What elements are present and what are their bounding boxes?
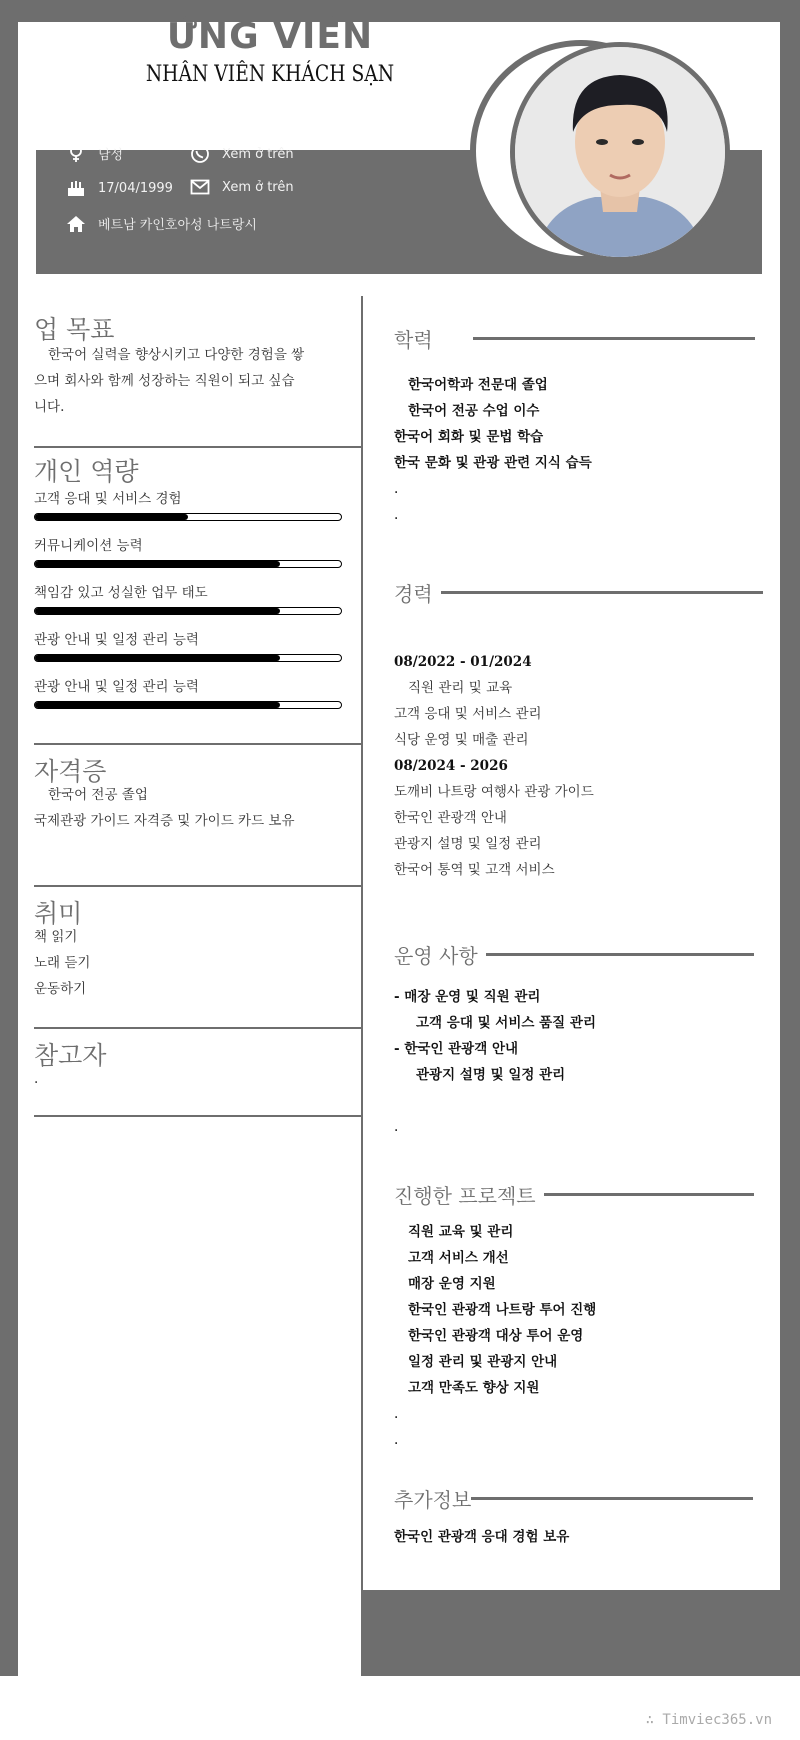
section-divider	[34, 743, 362, 745]
skill-fill	[35, 514, 188, 520]
operations-title-text: 운영 사항	[394, 944, 478, 968]
additional-title-text: 추가정보	[394, 1488, 472, 1512]
cv-title: ỨNG VIÊN	[166, 16, 374, 57]
phone-value: Xem ở trên	[222, 146, 294, 162]
birthday-value: 17/04/1999	[98, 180, 173, 196]
education-title-text: 학력	[394, 328, 433, 352]
title-rule	[441, 591, 763, 594]
section-divider	[34, 446, 362, 448]
title-rule	[473, 337, 755, 340]
skill-bar	[34, 513, 342, 521]
section-divider	[34, 1027, 362, 1029]
title-rule	[486, 953, 754, 956]
bottom-band	[362, 1590, 780, 1676]
whatsapp-icon	[188, 144, 212, 164]
column-divider	[361, 296, 363, 1676]
experience-text: 08/2022 - 01/2024 직원 관리 및 교육 고객 응대 및 서비스 관리 식당 운영 및 매출 관리 08/2024 - 2026 도깨비 나트랑 여행사 관광 가이드 한국인 관광객 안내 관광지 설명 및 일정 관리 한국어 통역 및 고객 서비스	[394, 654, 594, 878]
skill-fill	[35, 561, 280, 567]
cake-icon	[64, 179, 88, 197]
projects-title-text: 진행한 프로젝트	[394, 1184, 536, 1208]
skill-bar	[34, 607, 342, 615]
envelope-icon	[188, 179, 212, 195]
skill-label: 관광 안내 및 일정 관리 능력	[34, 632, 199, 648]
info-birthday	[64, 179, 173, 197]
info-address	[64, 214, 257, 233]
skill-label: 관광 안내 및 일정 관리 능력	[34, 679, 199, 695]
operations-title	[394, 940, 754, 969]
operations-text: - 매장 운영 및 직원 관리 고객 응대 및 서비스 품질 관리 - 한국인 관광객 안내 관광지 설명 및 일정 관리 .	[394, 989, 596, 1135]
skill-label: 책임감 있고 성실한 업무 태도	[34, 585, 208, 601]
references-text: .	[34, 1071, 39, 1087]
certificates-text: 한국어 전공 졸업 국제관광 가이드 자격증 및 가이드 카드 보유	[34, 787, 295, 829]
skill-bar	[34, 560, 342, 568]
info-email	[188, 179, 294, 195]
projects-text: 직원 교육 및 관리 고객 서비스 개선 매장 운영 지원 한국인 관광객 나트랑 투어 진행 한국인 관광객 대상 투어 운영 일정 관리 및 관광지 안내 고객 만족도 향상 지원 . .	[394, 1224, 597, 1448]
person-portrait-icon	[515, 47, 725, 257]
skill-bar	[34, 701, 342, 709]
education-text: 한국어학과 전문대 졸업 한국어 전공 수업 이수 한국어 회화 및 문법 학습 한국 문화 및 관광 관련 지식 습득 . .	[394, 377, 592, 523]
objective-text: 한국어 실력을 향상시키고 다양한 경험을 쌓 으며 회사와 함께 성장하는 직원이 되고 싶습 니다.	[34, 347, 305, 415]
skill-bar	[34, 654, 342, 662]
hobbies-title: 취미	[34, 899, 83, 928]
bottom-left-panel	[18, 1592, 362, 1676]
title-rule	[471, 1497, 753, 1500]
skill-fill	[35, 702, 280, 708]
email-value: Xem ở trên	[222, 179, 294, 195]
info-phone	[188, 144, 294, 164]
hobbies-text: 책 읽기 노래 듣기 운동하기	[34, 929, 91, 997]
skills-title: 개인 역량	[34, 457, 139, 486]
cv-position: NHÂN VIÊN KHÁCH SẠN	[145, 62, 395, 87]
experience-title-text: 경력	[394, 582, 433, 606]
address-value: 베트남 카인호아성 나트랑시	[98, 218, 257, 233]
title-rule	[544, 1193, 754, 1196]
references-title: 참고자	[34, 1041, 107, 1070]
section-divider	[34, 885, 362, 887]
footer-watermark: ∴ Timviec365.vn	[645, 1712, 772, 1728]
gender-value: 남성	[98, 148, 124, 163]
skill-label: 고객 응대 및 서비스 경험	[34, 491, 182, 507]
projects-title	[394, 1180, 754, 1209]
experience-title	[394, 578, 763, 607]
home-icon	[64, 215, 88, 233]
additional-title	[394, 1484, 753, 1513]
certificates-title: 자격증	[34, 757, 107, 786]
objective-title: 업 목표	[34, 315, 115, 344]
skill-fill	[35, 608, 280, 614]
skill-fill	[35, 655, 280, 661]
info-gender	[64, 144, 123, 163]
additional-text: 한국인 관광객 응대 경험 보유	[394, 1529, 570, 1545]
section-divider	[34, 1115, 362, 1117]
gender-icon	[64, 145, 88, 163]
education-title	[394, 324, 755, 353]
profile-photo	[510, 42, 730, 262]
skill-label: 커뮤니케이션 능력	[34, 538, 143, 554]
